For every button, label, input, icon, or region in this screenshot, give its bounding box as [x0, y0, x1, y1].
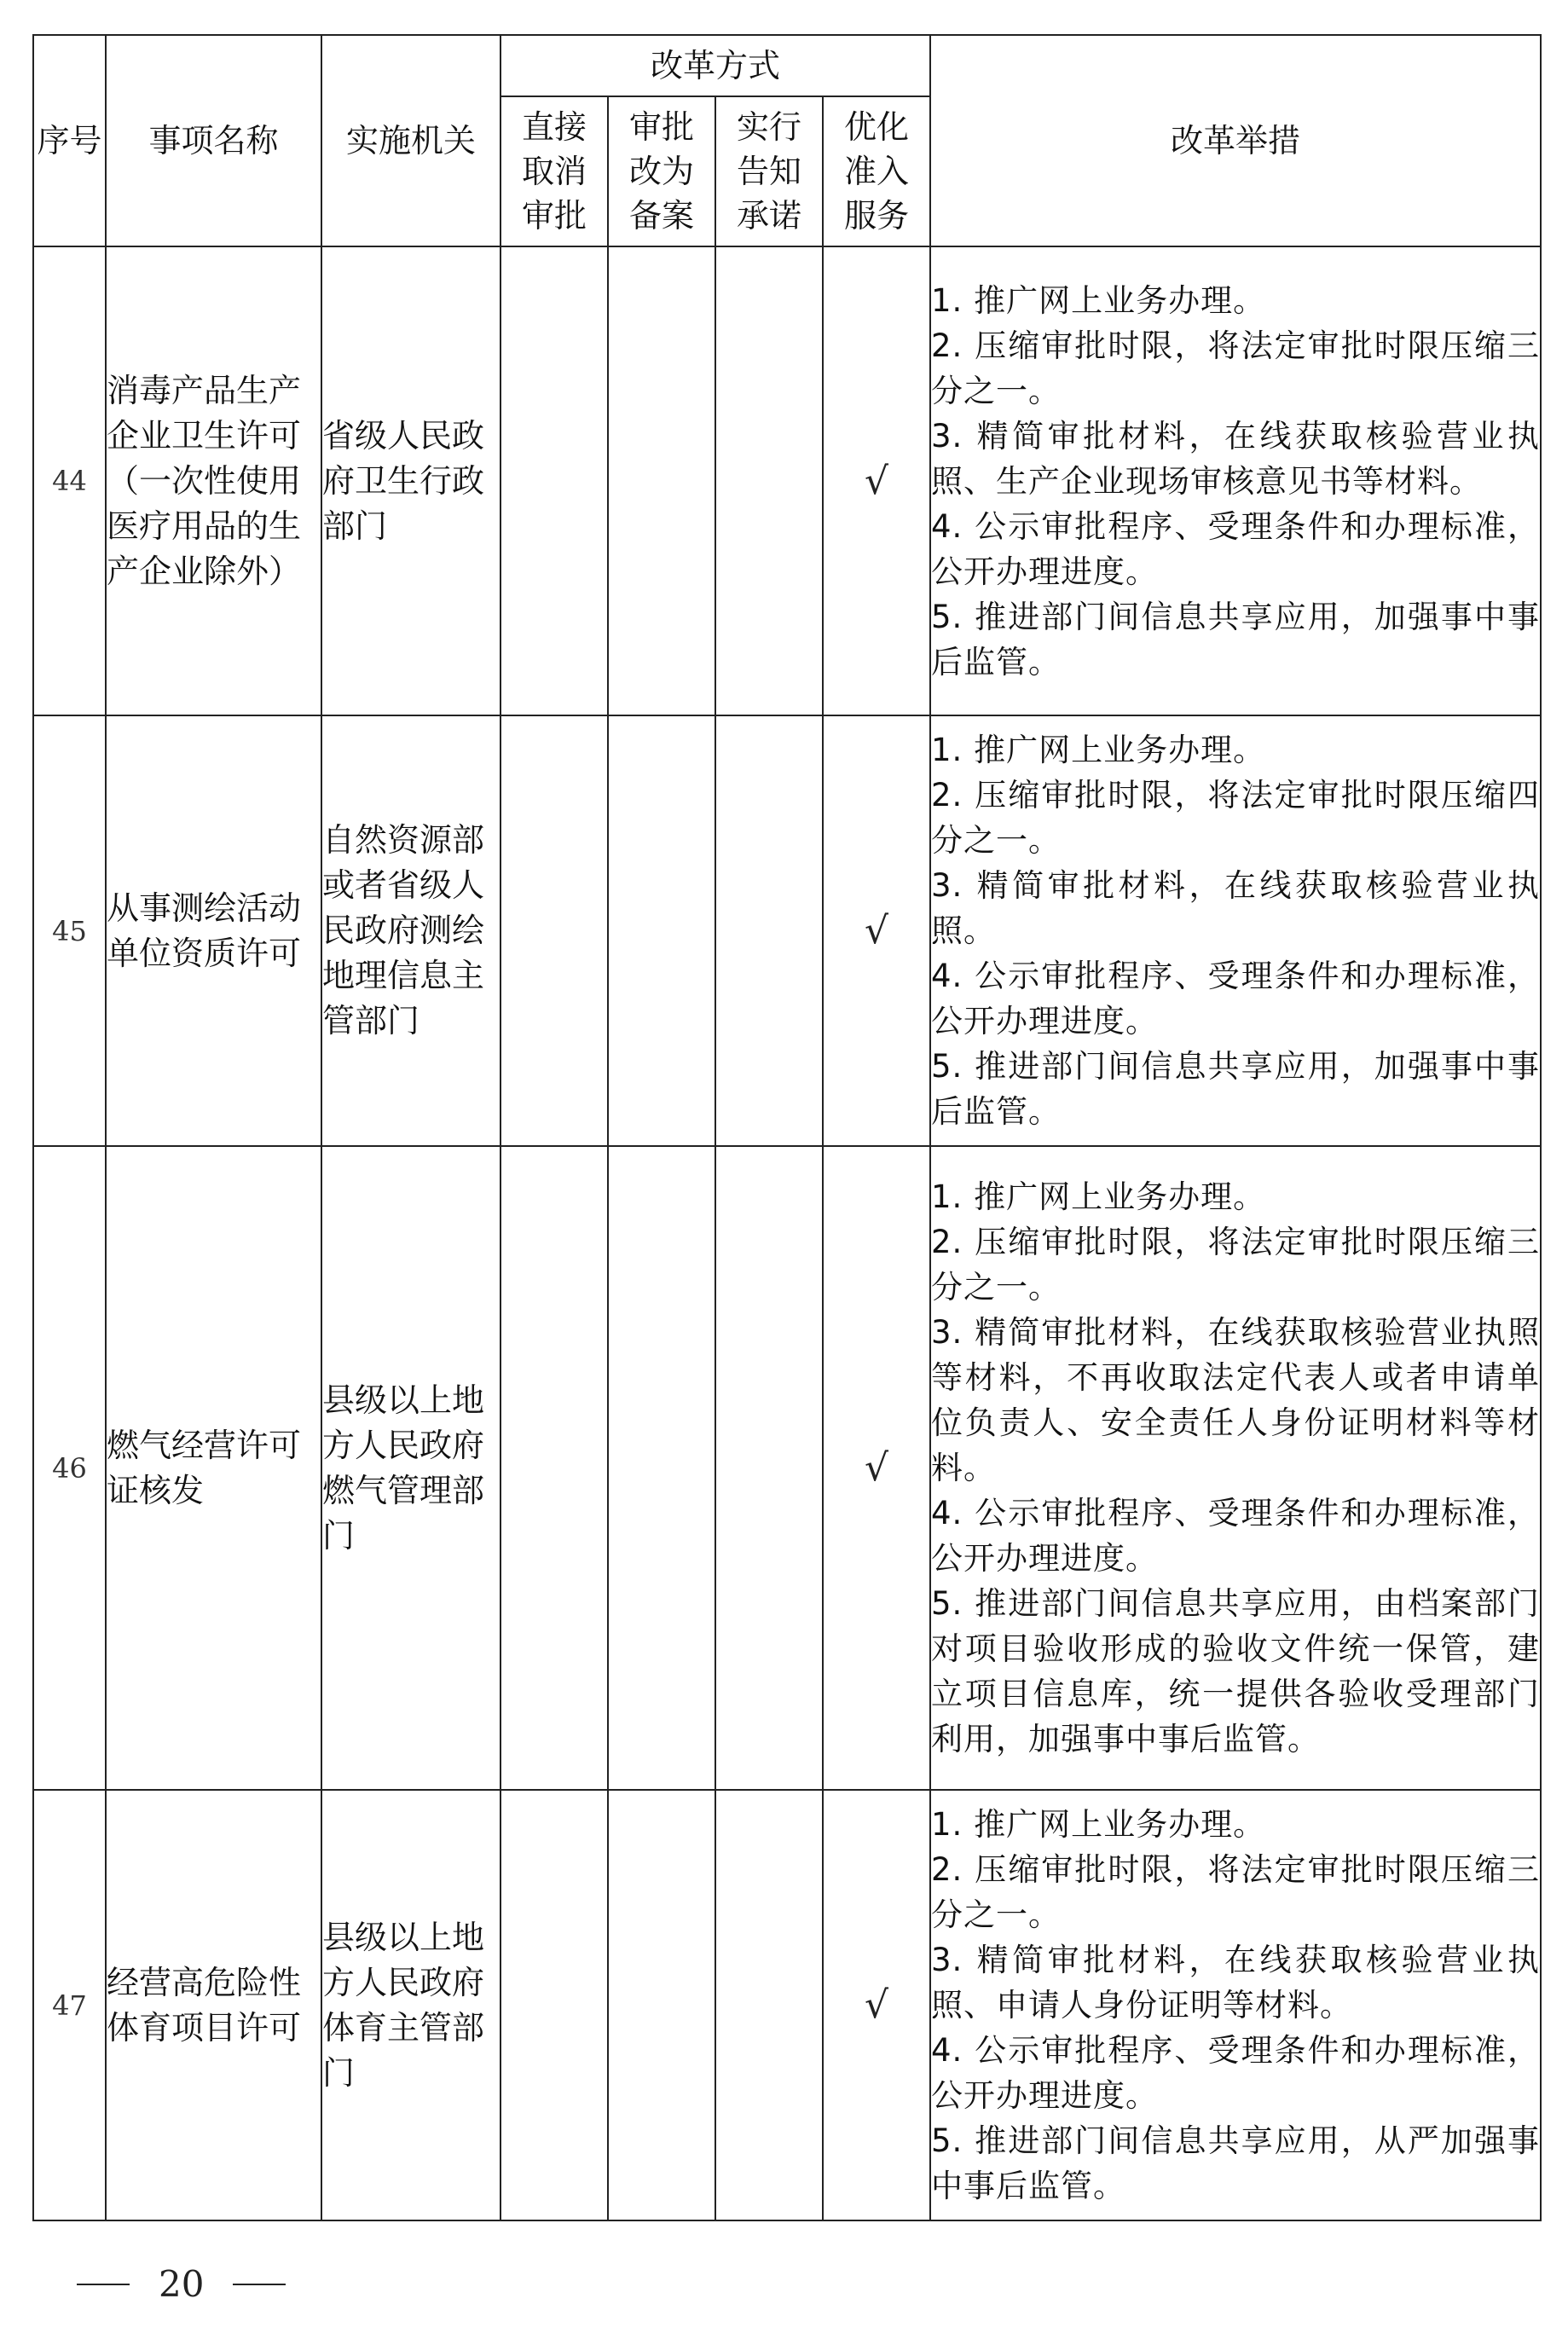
measure-item: 4. 公示审批程序、受理条件和办理标准，公开办理进度。: [931, 507, 1541, 590]
row-seq: 46: [33, 1146, 106, 1790]
header-mode-notify: 实行告知承诺: [715, 96, 823, 246]
row-mode-filing: [608, 1790, 715, 2220]
measure-item: 1. 推广网上业务办理。: [931, 732, 1266, 768]
row-mode-optimize-check: √: [823, 246, 930, 715]
left-dash: [77, 2284, 130, 2285]
row-mode-notify: [715, 1146, 823, 1790]
measure-item: 2. 压缩审批时限，将法定审批时限压缩三分之一。: [931, 327, 1541, 409]
header-item-name: 事项名称: [106, 35, 321, 246]
page-number-footer: [77, 2263, 286, 2305]
header-implementing-agency: 实施机关: [321, 35, 500, 246]
table-row: [33, 715, 1541, 1146]
row-mode-optimize-check: √: [823, 1146, 930, 1790]
measure-item: 3. 精简审批材料，在线获取核验营业执照、申请人身份证明等材料。: [931, 1942, 1541, 2023]
measure-item: 3. 精简审批材料，在线获取核验营业执照、生产企业现场审核意见书等材料。: [931, 417, 1541, 500]
measure-item: 3. 精简审批材料，在线获取核验营业执照等材料，不再收取法定代表人或者申请单位负责人、安全责任人身份证明材料等材料。: [931, 1314, 1541, 1486]
table-header: [33, 35, 1541, 246]
header-mode-cancel: 直接取消审批: [500, 96, 608, 246]
page-number: 20: [159, 2263, 205, 2305]
measure-item: 2. 压缩审批时限，将法定审批时限压缩三分之一。: [931, 1224, 1541, 1306]
header-seq: 序号: [33, 35, 106, 246]
row-item-name: 消毒产品生产企业卫生许可（一次性使用医疗用品的生产企业除外）: [106, 246, 321, 715]
row-seq: 47: [33, 1790, 106, 2220]
measure-item: 5. 推进部门间信息共享应用，加强事中事后监管。: [931, 598, 1541, 680]
row-agency: 县级以上地方人民政府体育主管部门: [321, 1790, 500, 2220]
row-item-name: 从事测绘活动单位资质许可: [106, 715, 321, 1146]
measure-item: 5. 推进部门间信息共享应用，由档案部门对项目验收形成的验收文件统一保管，建立项目信息库，统一提供各验收受理部门利用，加强事中事后监管。: [931, 1585, 1541, 1757]
row-item-name: 燃气经营许可证核发: [106, 1146, 321, 1790]
measure-item: 3. 精简审批材料，在线获取核验营业执照。: [931, 867, 1541, 949]
header-reform-measures: 改革举措: [930, 35, 1541, 246]
row-agency: 县级以上地方人民政府燃气管理部门: [321, 1146, 500, 1790]
row-agency: 自然资源部或者省级人民政府测绘地理信息主管部门: [321, 715, 500, 1146]
row-seq: 44: [33, 246, 106, 715]
row-mode-cancel: [500, 1790, 608, 2220]
right-dash: [233, 2284, 286, 2285]
table-row: [33, 1790, 1541, 2220]
row-agency: 省级人民政府卫生行政部门: [321, 246, 500, 715]
row-mode-cancel: [500, 246, 608, 715]
header-mode-filing: 审批改为备案: [608, 96, 715, 246]
row-mode-notify: [715, 246, 823, 715]
row-measures: [930, 1790, 1541, 2220]
measure-item: 2. 压缩审批时限，将法定审批时限压缩三分之一。: [931, 1851, 1541, 1933]
header-mode-optimize: 优化准入服务: [823, 96, 930, 246]
row-mode-cancel: [500, 715, 608, 1146]
row-mode-cancel: [500, 1146, 608, 1790]
row-mode-filing: [608, 1146, 715, 1790]
table-body: [33, 246, 1541, 2220]
row-measures: [930, 246, 1541, 715]
table-row: [33, 246, 1541, 715]
row-seq: 45: [33, 715, 106, 1146]
row-measures: [930, 1146, 1541, 1790]
row-mode-notify: [715, 715, 823, 1146]
measure-item: 5. 推进部门间信息共享应用，从严加强事中事后监管。: [931, 2122, 1541, 2204]
measure-item: 4. 公示审批程序、受理条件和办理标准，公开办理进度。: [931, 2032, 1541, 2114]
row-item-name: 经营高危险性体育项目许可: [106, 1790, 321, 2220]
row-mode-notify: [715, 1790, 823, 2220]
measure-item: 1. 推广网上业务办理。: [931, 1806, 1266, 1843]
measure-item: 2. 压缩审批时限，将法定审批时限压缩四分之一。: [931, 777, 1541, 859]
row-mode-filing: [608, 715, 715, 1146]
header-reform-mode: 改革方式: [500, 35, 930, 96]
measure-item: 1. 推广网上业务办理。: [931, 1178, 1266, 1215]
measure-item: 5. 推进部门间信息共享应用，加强事中事后监管。: [931, 1048, 1541, 1130]
row-measures: [930, 715, 1541, 1146]
measure-item: 4. 公示审批程序、受理条件和办理标准，公开办理进度。: [931, 958, 1541, 1039]
measure-item: 1. 推广网上业务办理。: [931, 281, 1266, 319]
row-mode-optimize-check: √: [823, 1790, 930, 2220]
measure-item: 4. 公示审批程序、受理条件和办理标准，公开办理进度。: [931, 1495, 1541, 1577]
reform-table: [32, 34, 1542, 2221]
row-mode-optimize-check: √: [823, 715, 930, 1146]
table-row: [33, 1146, 1541, 1790]
row-mode-filing: [608, 246, 715, 715]
